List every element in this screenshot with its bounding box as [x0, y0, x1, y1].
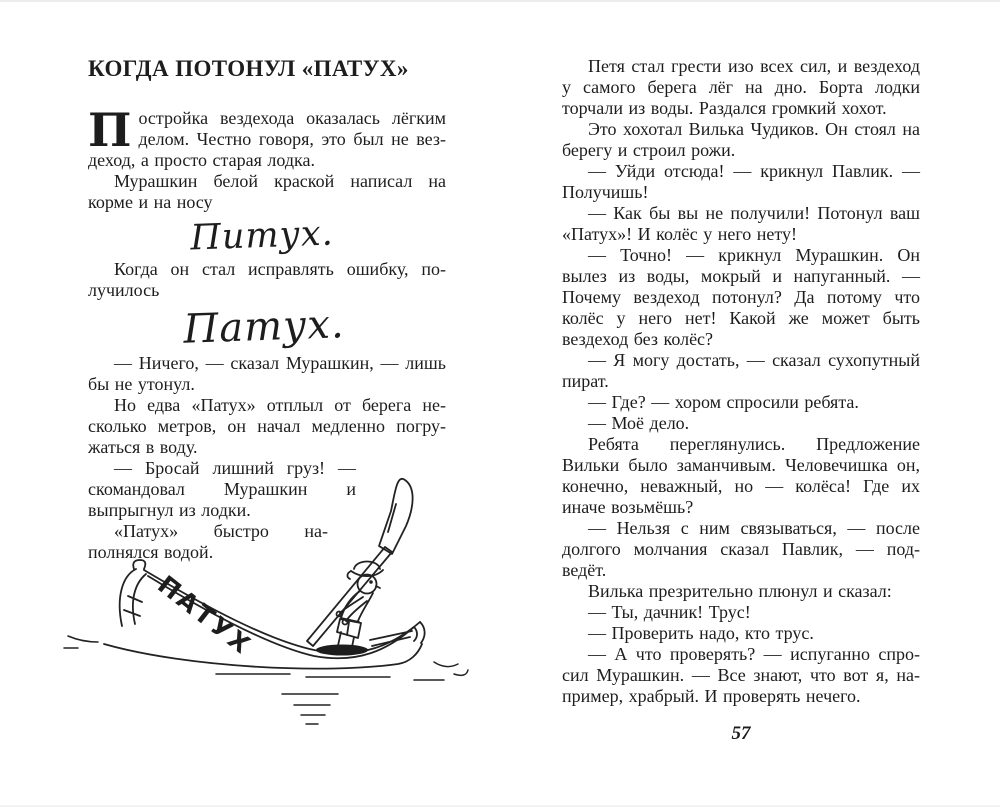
paragraph: Ребята переглянулись. Предложение Вильки было заманчивым. Человечишка он, конечно, неважный, но — колёса! Где их иначе возьмёшь? — [562, 434, 920, 517]
drop-cap: П — [88, 103, 132, 157]
paragraph: Петя стал грести изо всех сил, и вездеход у самого берега лёг на дно. Борта лодки торчали из воды. Раздался громкий хохот. — [562, 56, 920, 118]
paragraph-text: остройка вездехода оказалась лёгким делом. Честно говоря, это был не вездеход, а просто старая лодка. — [88, 108, 446, 170]
paragraph: — А что проверять? — испуганно спросил Мурашкин. — Все знают, что вот я, например, храбрый. И проверять нечего. — [562, 644, 920, 706]
paragraph: Вилька презрительно плюнул и сказал: — [588, 581, 892, 601]
paragraph: — Проверить надо, кто трус. — [588, 623, 814, 643]
handwritten-word-pitukh: Питух. — [189, 213, 335, 259]
page-number: 57 — [731, 723, 751, 744]
paragraph: — Как бы вы не получили! Потонул ваш «Патух»! И колёс у него нету! — [562, 203, 920, 244]
scan-edge — [0, 0, 1000, 2]
paragraph: — Ничего, — сказал Мурашкин, — лишь бы не утонул. — [88, 353, 446, 394]
right-column — [562, 56, 920, 745]
paragraph: — Моё дело. — [588, 413, 690, 433]
paragraph: Когда он стал исправлять ошибку, получилось — [88, 259, 446, 300]
chapter-title: КОГДА ПОТОНУЛ «ПАТУХ» — [88, 56, 409, 81]
paragraph: — Бросай лишний груз! — скомандовал Мурашкин и выпрыгнул из лодки. — [88, 458, 356, 520]
paragraph: — Где? — хором спросили ребята. — [588, 392, 859, 412]
paragraph: «Патух» быстро наполнялся водой. — [88, 521, 328, 562]
paragraph — [88, 103, 446, 171]
boat-name-label: ПАТУХ — [152, 569, 258, 661]
paragraph: Мурашкин белой краской написал на корме и на носу — [88, 171, 446, 212]
paragraph: Это хохотал Вилька Чудиков. Он стоял на берегу и строил рожи. — [562, 119, 920, 160]
paragraph: — Ты, дачник! Трус! — [588, 602, 751, 622]
sinking-boat — [104, 560, 425, 669]
paragraph: — Я могу достать, — сказал сухопутный пират. — [562, 350, 920, 391]
paragraph: — Нельзя с ним связываться, — после долгого молчания сказал Павлик, — подведёт. — [562, 518, 920, 580]
paragraph: — Точно! — крикнул Мурашкин. Он вылез из воды, мокрый и напуганный. — Почему вездеход потонул? Да потому что колёс у него нет! Какой же может быть вездеход без колёс? — [562, 245, 920, 349]
boat-illustration — [58, 474, 470, 732]
paragraph: — Уйди отсюда! — крикнул Павлик. — Получишь! — [562, 161, 920, 202]
handwritten-word-patukh: Патух. — [182, 301, 346, 353]
paragraph: Но едва «Патух» отплыл от берега несколько метров, он начал медленно погружаться в воду. — [88, 395, 446, 457]
